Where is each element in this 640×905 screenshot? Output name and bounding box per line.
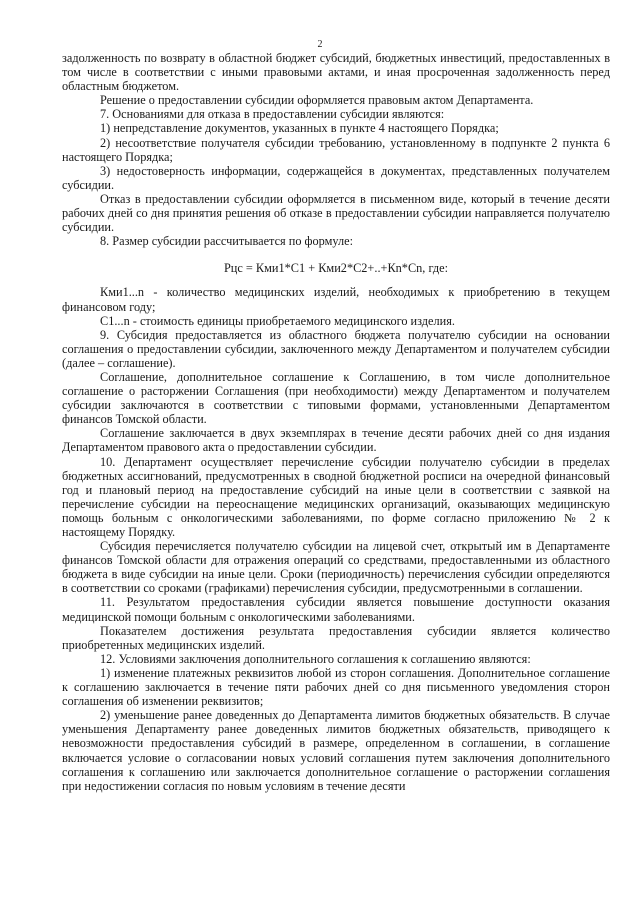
page-number: 2 xyxy=(317,39,323,50)
paragraph-agreement-copies: Соглашение заключается в двух экземплярах в течение десяти рабочих дней со дня издания Департаментом правового акта о предоставлении субсидии. xyxy=(62,426,610,455)
paragraph-7-item-3: 3) недостоверность информации, содержащейся в документах, представленных получателем субсидии. xyxy=(62,163,610,192)
paragraph-8-formula-intro: 8. Размер субсидии рассчитывается по формуле: xyxy=(100,234,354,249)
paragraph-decision: Решение о предоставлении субсидии оформляется правовым актом Департамента. xyxy=(100,93,534,108)
paragraph-7-item-2: 2) несоответствие получателя субсидии требованию, установленному в подпункте 2 пункта 6 настоящего Порядка; xyxy=(62,135,610,164)
paragraph-12-conditions: 12. Условиями заключения дополнительного соглашения к соглашению являются: xyxy=(100,651,531,666)
paragraph-10-transfer: 10. Департамент осуществляет перечисление субсидии получателю субсидии в пределах бюджетных ассигнований, предусмотренных в сводной бюджетной росписи на очередной финансовый год и плановый период на предоставление субсидий на иные цели в соответствии с заявкой на перечисление субсидии на переоснащение медицинских организаций, оказывающих медицинскую помощь больным с онкологическими заболеваниями, по форме согласно приложению № 2 к настоящему Порядку. xyxy=(62,454,610,539)
paragraph-7-refusal-grounds: 7. Основаниями для отказа в предоставлении субсидии являются: xyxy=(100,107,445,122)
paragraph-9-agreement: 9. Субсидия предоставляется из областного бюджета получателю субсидии на основании соглашения о предоставлении субсидии, заключенного между Департаментом и получателем субсидии (далее – соглашение). xyxy=(62,327,610,370)
paragraph-debt-continuation: задолженность по возврату в областной бюджет субсидий, бюджетных инвестиций, предоставленных в том числе в соответствии с иными правовыми актами, и иная просроченная задолженность перед областным бюджетом. xyxy=(62,51,610,94)
paragraph-agreement-forms: Соглашение, дополнительное соглашение к Соглашению, в том числе дополнительное соглашение о расторжении Соглашения (при необходимости) между Департаментом и получателем субсидии заключаются в соответствии с типовыми формами, установленными Департаментом финансов Томской области. xyxy=(62,369,610,427)
paragraph-12-item-1: 1) изменение платежных реквизитов любой из сторон соглашения. Дополнительное соглашение к соглашению заключается в течение пяти рабочих дней со дня письменного уведомления сторон соглашения об изменении реквизитов; xyxy=(62,665,610,709)
paragraph-result-indicator: Показателем достижения результата предоставления субсидии является количество приобретенных медицинских изделий. xyxy=(62,623,610,652)
paragraph-12-item-2: 2) уменьшение ранее доведенных до Департамента лимитов бюджетных обязательств. В случае уменьшения Департаменту ранее доведенных лимитов бюджетных обязательств, приводящего к невозможности предоставления субсидий в размере, определенном в соглашении, в соглашение включается условие о согласовании новых условий соглашения путем заключения дополнительного соглашения к соглашению или заключается дополнительное соглашение о расторжении соглашения при недостижении согласия по новым условиям в течение десяти xyxy=(62,708,610,793)
paragraph-11-result: 11. Результатом предоставления субсидии является повышение доступности оказания медицинской помощи больным с онкологическими заболеваниями. xyxy=(62,595,610,624)
formula: Рцс = Кми1*С1 + Кми2*С2+..+Кn*Сn, где: xyxy=(223,261,449,276)
document-body xyxy=(62,51,610,793)
paragraph-formula-kmi: Кми1...n - количество медицинских изделий, необходимых к приобретению в текущем финансовом году; xyxy=(62,285,610,314)
paragraph-refusal-notice: Отказ в предоставлении субсидии оформляется в письменном виде, который в течение десяти рабочих дней со дня принятия решения об отказе в предоставлении субсидии направляется получателю субсидии. xyxy=(62,191,610,235)
paragraph-7-item-1: 1) непредставление документов, указанных в пункте 4 настоящего Порядка; xyxy=(100,121,499,136)
paragraph-transfer-account: Субсидия перечисляется получателю субсидии на лицевой счет, открытый им в Департаменте финансов Томской области для отражения операций со средствами, предоставленными из областного бюджета в виде субсидии на иные цели. Сроки (периодичность) перечисления субсидии определяются в соответствии со сроками (графиками) перечисления субсидии, предусмотренными в соглашении. xyxy=(62,539,610,596)
paragraph-formula-c: С1...n - стоимость единицы приобретаемого медицинского изделия. xyxy=(100,313,455,328)
